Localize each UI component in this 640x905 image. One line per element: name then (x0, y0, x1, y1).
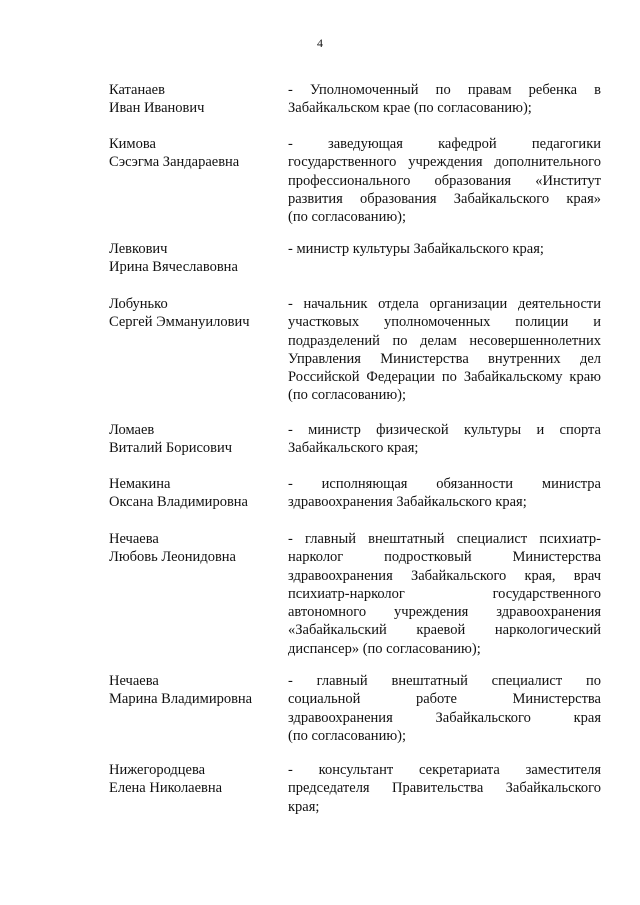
member-role (288, 421, 601, 458)
member-role-line: - главный внештатный специалист психиатр- (288, 531, 601, 547)
member-role-line: (по согласованию); (288, 727, 407, 744)
member-role (288, 672, 601, 745)
member-role-line: - исполняющая обязанности министра (288, 476, 601, 492)
member-role-line: нарколог подростковый Министерства (288, 549, 601, 566)
member-name: Катанаев Иван Иванович (109, 82, 205, 117)
member-role-line: Забайкальского края; (288, 440, 419, 457)
member-role (288, 81, 601, 118)
member-name: Нижегородцева Елена Николаевна (109, 762, 223, 797)
member-role-line: психиатр-нарколог государственного (288, 585, 601, 602)
member-role-line: края; (288, 798, 320, 815)
member-name: Ломаев Виталий Борисович (109, 422, 233, 457)
member-role-line: - консультант секретариата заместителя (288, 762, 601, 778)
member-role-line: диспансер» (по согласованию); (288, 640, 481, 657)
member-role (288, 135, 601, 226)
member-role-line: - министр культуры Забайкальского края; (288, 241, 544, 257)
member-role-line: - министр физической культуры и спорта (288, 422, 601, 438)
member-role (288, 295, 601, 405)
member-role-line: профессионального образования «Институт (288, 172, 601, 189)
member-role-line: участковых уполномоченных полиции и (288, 314, 601, 331)
member-role-line: социальной работе Министерства (288, 691, 601, 708)
member-role-line: автономного учреждения здравоохранения (288, 604, 601, 621)
member-role-line: Российской Федерации по Забайкальскому краю (288, 369, 601, 386)
member-role-line: «Забайкальский краевой наркологический (288, 622, 601, 639)
member-role-line: подразделений по делам несовершеннолетних (288, 332, 601, 349)
member-role-line: (по согласованию); (288, 387, 407, 404)
member-role-line: - главный внештатный специалист по (288, 673, 601, 689)
member-name: Лобунько Сергей Эммануилович (109, 296, 250, 331)
member-role-line: государственного учреждения дополнительного (288, 154, 601, 171)
page-number: 4 (317, 36, 323, 50)
member-role-line: здравоохранения Забайкальского края, врач (288, 567, 601, 584)
member-role-line: - Уполномоченный по правам ребенка в (288, 82, 601, 98)
member-role-line: (по согласованию); (288, 209, 407, 226)
member-role (288, 240, 601, 258)
member-name: Немакина Оксана Владимировна (109, 476, 248, 511)
member-role-line: председателя Правительства Забайкальского (288, 780, 601, 797)
member-name: Нечаева Любовь Леонидовна (109, 531, 236, 566)
member-role-line: здравоохранения Забайкальского края (288, 709, 601, 726)
member-name: Левкович Ирина Вячеславовна (109, 241, 238, 276)
member-role-line: Забайкальском крае (по согласованию); (288, 100, 532, 117)
member-role (288, 530, 601, 658)
member-role-line: - заведующая кафедрой педагогики (288, 136, 601, 152)
member-role-line: - начальник отдела организации деятельности (288, 296, 601, 312)
member-name: Нечаева Марина Владимировна (109, 673, 253, 708)
member-role-line: здравоохранения Забайкальского края; (288, 494, 527, 511)
member-role (288, 761, 601, 816)
member-name: Кимова Сэсэгма Зандараевна (109, 136, 240, 171)
member-role-line: развития образования Забайкальского края» (288, 190, 601, 207)
member-role-line: Управления Министерства внутренних дел (288, 350, 601, 367)
member-role (288, 475, 601, 512)
